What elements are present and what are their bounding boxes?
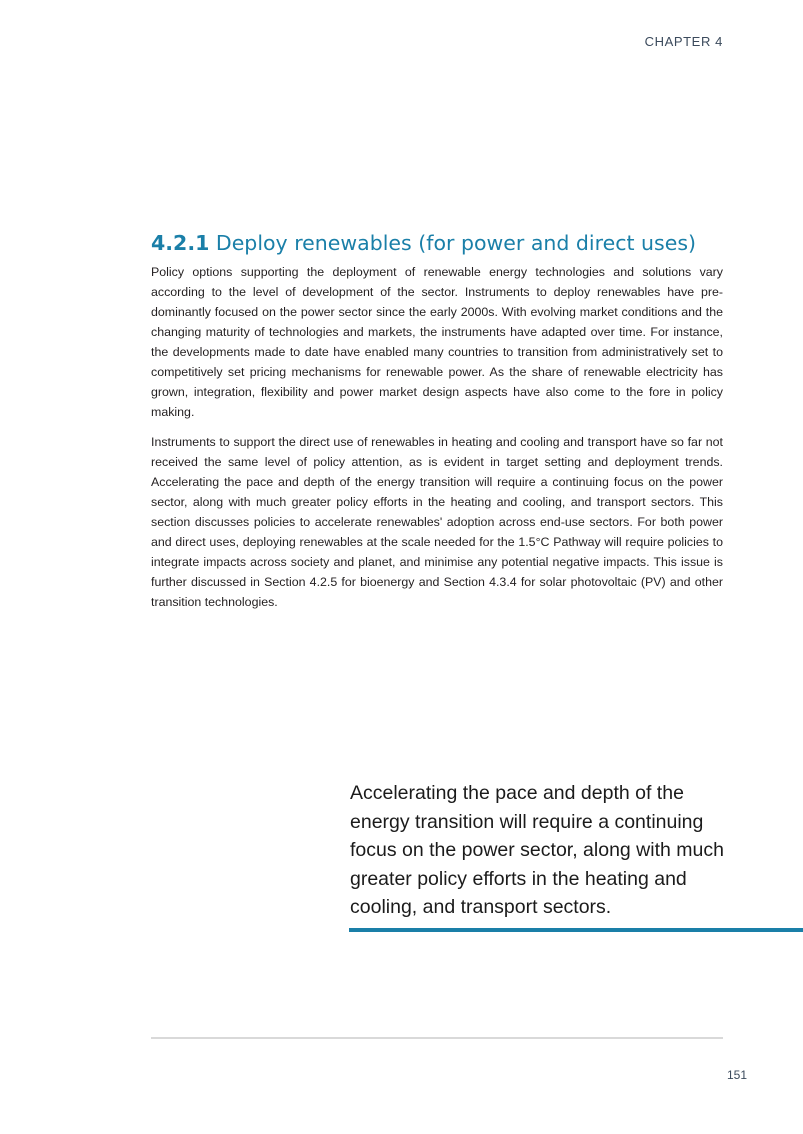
footer-divider [151,1037,723,1039]
body-paragraph-2: Instruments to support the direct use of renewables in heating and cooling and transport have so far not received the same level of policy attention, as is evident in target setting and deployment trends. Accelerating the pace and depth of the energy transition will require a continuing focus on the power sector, along with much greater policy efforts in the heating and cooling, and transport sectors. This section discusses policies to accelerate renewables' adoption across end-use sectors. For both power and direct uses, deploying renewables at the scale needed for the 1.5°C Pathway will require policies to integrate impacts across society and planet, and minimise any potential negative impacts. This issue is further discussed in Section 4.2.5 for bioenergy and Section 4.3.4 for solar photovoltaic (PV) and other transition technologies. [151,435,723,609]
section-heading [151,231,731,255]
section-title: Deploy renewables (for power and direct uses) [215,231,696,255]
body-text [151,262,723,622]
section-number: 4.2.1 [151,231,210,255]
body-paragraph-1: Policy options supporting the deployment of renewable energy technologies and solutions vary according to the level of development of the sector. Instruments to deploy renewables have pre-dominantly focused on the power sector since the early 2000s. With evolving market conditions and the changing maturity of technologies and markets, the instruments have adapted over time. For instance, the developments made to date have enabled many countries to transition from administratively set to competitively set pricing mechanisms for renewable power. As the share of renewable electricity has grown, integration, flexibility and power market design aspects have also come to the fore in policy making. [151,265,723,419]
pull-quote: Accelerating the pace and depth of the energy transition will require a continuing focus on the power sector, along with much greater policy efforts in the heating and cooling, and transport sectors. [350,782,724,918]
page-number: 151 [726,1068,747,1082]
chapter-label: CHAPTER 4 [644,34,723,49]
pull-quote-rule [349,928,803,932]
